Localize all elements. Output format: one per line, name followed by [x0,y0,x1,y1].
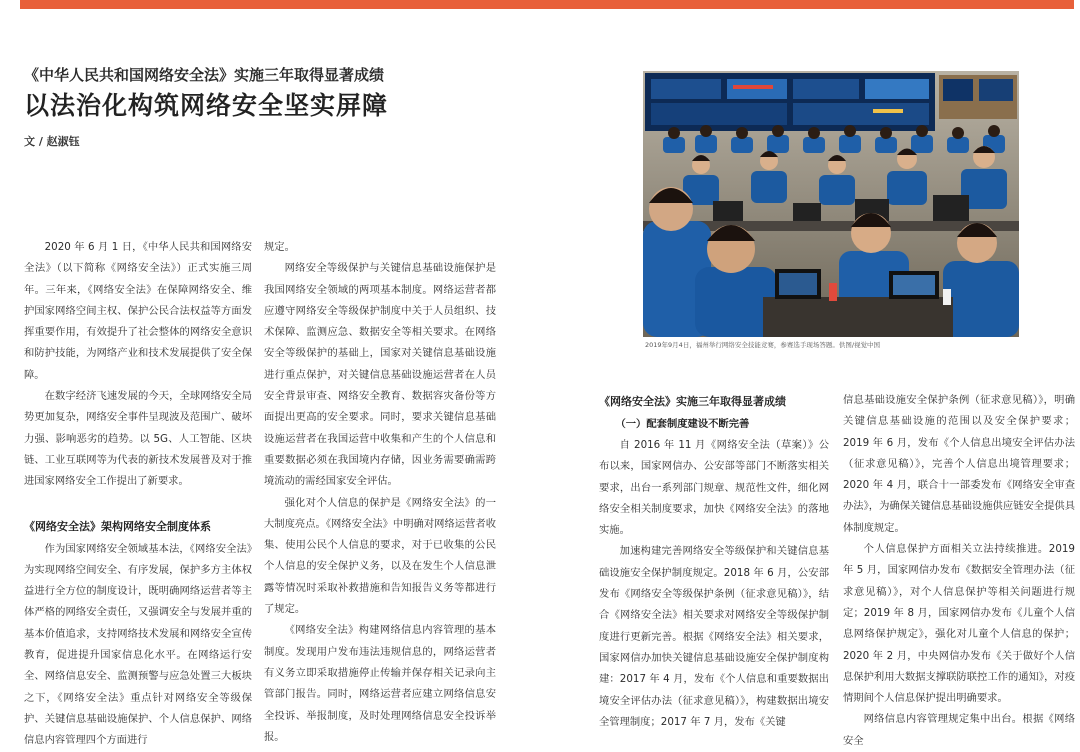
paragraph: 《网络安全法》构建网络信息内容管理的基本制度。发现用户发布违法违规信息的，网络运营者有义务立即采取措施停止传输并保存相关记录向主管部门报告。同时，网络运营者应建立网络信息安全投诉、举报制度，及时处理网络信息安全投诉举报。 [264,624,496,743]
text-column-3 [599,390,829,733]
text-column-1 [24,237,252,752]
top-accent-bar [20,0,1074,9]
article-title: 以法治化构筑网络安全坚实屏障 [24,91,389,120]
article-author: 文 / 赵淑钰 [24,135,80,148]
paragraph: 信息基础设施安全保护条例（征求意见稿）》，明确关键信息基础设施的范围以及安全保护要求；2019 年 6 月，发布《个人信息出境安全评估办法（征求意见稿）》，完善个人信息出境管理要求；2020 年 4 月，联合十一部委发布《网络安全审查办法》，为确保关键信息基础设施供应链安全提供具体制度规定。 [843,394,1075,534]
paragraph: 个人信息保护方面相关立法持续推进。2019 年 5 月，国家网信办发布《数据安全管理办法（征求意见稿）》，对个人信息保护等相关问题进行规定；2019 年 8 月，国家网信办发布《儿童个人信息网络保护规定》，强化对儿童个人信息的保护；2020 年 2 月，中央网信办发布《关于做好个人信息保护利用大数据支撑联防联控工作的通知》，对疫情期间个人信息保护提出明确要求。 [843,543,1075,705]
paragraph: 规定。 [264,241,295,253]
paragraph: 在数字经济飞速发展的今天，全球网络安全局势更加复杂，网络安全事件呈现波及范围广、破坏力强、影响恶劣的趋势。以 5G、人工智能、区块链、工业互联网等为代表的新技术发展普及对于推进国家网络安全工作提出了新要求。 [24,390,252,488]
text-column-4 [843,390,1075,752]
paragraph: 加速构建完善网络安全等级保护和关键信息基础设施安全保护制度规定。2018 年 6 月，公安部发布《网络安全等级保护条例（征求意见稿）》，结合《网络安全法》相关要求对网络安全等级保护制度进行更新完善。根据《网络安全法》相关要求，国家网信办加快关键信息基础设施安全保护制度构建：2017 年 4 月，发布《个人信息和重要数据出境安全评估办法（征求意见稿）》，构建数据出境安全管理制度；2017 年 7 月，发布《关键 [599,545,829,728]
photo-caption: 2019年9月4日，福州举行网络安全技能竞赛，参赛选手现场答题。供图/视觉中国 [645,341,881,349]
section-heading: 《网络安全法》实施三年取得显著成绩 [599,395,786,408]
section-heading: 《网络安全法》架构网络安全制度体系 [24,519,211,533]
paragraph: 2020 年 6 月 1 日，《中华人民共和国网络安全法》（以下简称《网络安全法》）正式实施三周年。三年来，《网络安全法》在保障网络安全、维护国家网络空间主权、保护公民合法权益等方面发挥重要作用，有效提升了社会整体的网络安全意识和防护技能，为网络产业和技术发展提供了安全保障。 [24,241,252,381]
paragraph: 自 2016 年 11 月《网络安全法（草案）》公布以来，国家网信办、公安部等部门不断落实相关要求，出台一系列部门规章、规范性文件，细化网络安全相关制度要求，加快《网络安全法》的落地实施。 [599,439,829,537]
article-supertitle: 《中华人民共和国网络安全法》实施三年取得显著成绩 [24,66,385,84]
cybersecurity-competition-photo [643,71,1019,337]
paragraph: 网络安全等级保护与关键信息基础设施保护是我国网络安全领域的两项基本制度。网络运营者都应遵守网络安全等级保护制度中关于人员组织、技术保障、监测应急、数据安全等相关要求。在网络安全等级保护的基础上，国家对关键信息基础设施进行重点保护，对关键信息基础设施运营者在人员安全背景审查、网络安全教育、数据容灾备份等方面提出更高的安全要求。同时，要求关键信息基础设施运营者在我国运营中收集和产生的个人信息和重要数据必须在我国境内存储，因业务需要确需跨境流动的需经国家安全评估。 [264,262,496,488]
article-photo [643,71,1019,337]
paragraph: 作为国家网络安全领域基本法，《网络安全法》为实现网络空间安全、有序发展，保护多方主体权益进行全方位的制度设计，既明确网络运营者等主体严格的网络安全责任，又强调安全与发展并重的基本价值追求，支持网络技术发展和网络安全宣传教育，促进提升国家信息化水平。在网络运行安全、网络信息安全、监测预警与应急处置三大板块之下，《网络安全法》重点针对网络安全等级保护、关键信息基础设施保护、个人信息保护、网络信息内容管理四个方面进行 [24,542,252,747]
paragraph: 强化对个人信息的保护是《网络安全法》的一大制度亮点。《网络安全法》中明确对网络运营者收集、使用公民个人信息的要求，对于已收集的公民个人信息的安全保护义务，以及在发生个人信息泄露等情况时采取补救措施和告知报告义务等都进行了规定。 [264,496,496,616]
text-column-2 [264,237,496,748]
subsection-heading: （一）配套制度建设不断完善 [615,418,750,430]
paragraph: 网络信息内容管理规定集中出台。根据《网络安全 [843,713,1075,747]
